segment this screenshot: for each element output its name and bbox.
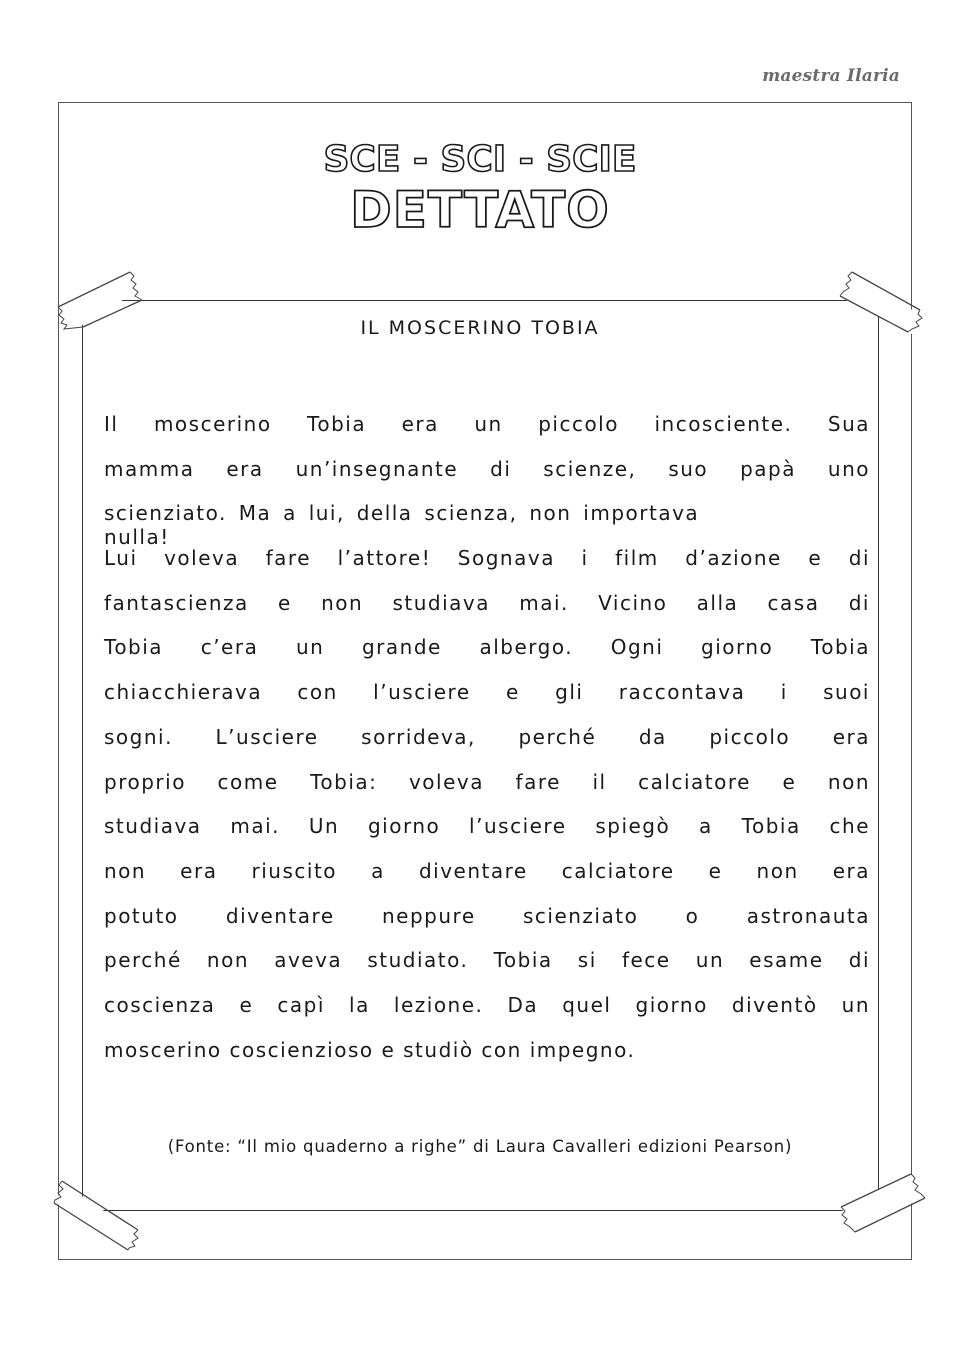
title-syllables: SCE - SCI - SCIE <box>323 139 637 180</box>
story-line: fantascienza e non studiava mai. Vicino alla casa di <box>104 590 870 615</box>
tape-bottom-right-icon <box>835 1172 945 1252</box>
tape-bottom-left-icon <box>50 1175 160 1255</box>
story-line: scienziato. Ma a lui, della scienza, non importava <box>104 501 700 526</box>
story-title: IL MOSCERINO TOBIA <box>360 317 600 339</box>
story-line: potuto diventare neppure scienziato o astronauta <box>104 903 870 928</box>
worksheet-title <box>0 138 960 238</box>
story-line: non era riuscito a diventare calciatore e non era <box>104 858 870 883</box>
story-line: Lui voleva fare l’attore! Sognava i film d’azione e di <box>104 546 870 571</box>
story-line: studiava mai. Un giorno l’usciere spiegò a Tobia che <box>104 814 870 839</box>
story-line: coscienza e capì la lezione. Da quel giorno diventò un <box>104 992 870 1017</box>
story-line: Tobia c’era un grande albergo. Ogni giorno Tobia <box>104 635 870 660</box>
overlapping-word: nulla! <box>104 525 170 549</box>
story-line: proprio come Tobia: voleva fare il calciatore e non <box>104 769 870 794</box>
story-line: chiacchierava con l’usciere e gli raccontava i suoi <box>104 680 870 705</box>
source-citation: (Fonte: “Il mio quaderno a righe” di Laura Cavalleri edizioni Pearson) <box>167 1137 793 1156</box>
title-dettato: DETTATO <box>350 181 610 239</box>
story-line: perché non aveva studiato. Tobia si fece un esame di <box>104 948 870 973</box>
author-signature: maestra Ilaria <box>762 66 900 86</box>
story-line: Il moscerino Tobia era un piccolo incosciente. Sua <box>104 412 870 436</box>
story-body <box>104 402 870 1072</box>
story-line: moscerino coscienzioso e studiò con impegno. <box>104 1037 636 1062</box>
story-line: sogni. L’usciere sorrideva, perché da piccolo era <box>104 724 870 749</box>
story-line: mamma era un’insegnante di scienze, suo papà uno <box>104 456 870 481</box>
